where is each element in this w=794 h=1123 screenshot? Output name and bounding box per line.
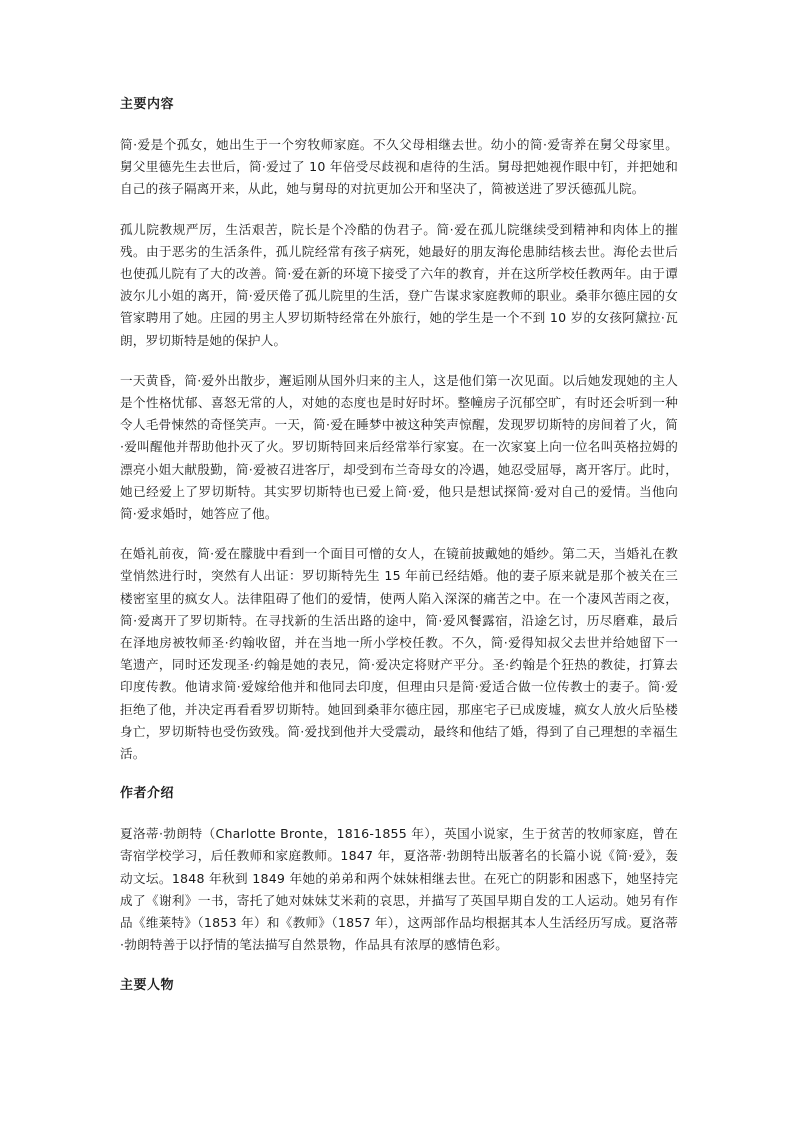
summary-paragraph-1: 简·爱是个孤女，她出生于一个穷牧师家庭。不久父母相继去世。幼小的简·爱寄养在舅父母家里。舅父里德先生去世后，简·爱过了 10 年倍受尽歧视和虐待的生活。舅母把她视作眼中钉，并把她和自己的孩子隔离开来，从此，她与舅母的对抗更加公开和坚决了，简被送进了罗沃德孤儿院。 bbox=[120, 137, 678, 197]
section-heading-author: 作者介绍 bbox=[120, 786, 175, 802]
section-heading-characters: 主要人物 bbox=[120, 977, 175, 993]
summary-paragraph-3: 一天黄昏，简·爱外出散步，邂逅刚从国外归来的主人，这是他们第一次见面。以后她发现她的主人是个性格忧郁、喜怒无常的人，对她的态度也是时好时坏。整幢房子沉郁空旷，有时还会听到一种令人毛骨悚然的奇怪笑声。一天，简·爱在睡梦中被这种笑声惊醒，发现罗切斯特的房间着了火，简·爱叫醒他并帮助他扑灭了火。罗切斯特回来后经常举行家宴。在一次家宴上向一位名叫英格拉姆的漂亮小姐大献殷勤，简·爱被召进客厅，却受到布兰奇母女的冷遇，她忍受屈辱，离开客厅。此时，她已经爱上了罗切斯特。其实罗切斯特也已爱上简·爱，他只是想试探简·爱对自己的爱情。当他向简·爱求婚时，她答应了他。 bbox=[120, 372, 678, 522]
author-paragraph-1: 夏洛蒂·勃朗特（Charlotte Bronte，1816-1855 年），英国小说家，生于贫苦的牧师家庭，曾在寄宿学校学习，后任教师和家庭教师。1847 年，夏洛蒂·勃朗特出版著名的长篇小说《简·爱》，轰动文坛。1848 年秋到 1849 年她的弟弟和两个妹妹相继去世。在死亡的阴影和困惑下，她坚持完成了《谢利》一书，寄托了她对妹妹艾米莉的哀思，并描写了英国早期自发的工人运动。她另有作品《维莱特》（1853 年）和《教师》（1857 年），这两部作品均根据其本人生活经历写成。夏洛蒂·勃朗特善于以抒情的笔法描写自然景物，作品具有浓厚的感情色彩。 bbox=[120, 826, 678, 953]
summary-paragraph-2: 孤儿院教规严厉，生活艰苦，院长是个冷酷的伪君子。简·爱在孤儿院继续受到精神和肉体上的摧残。由于恶劣的生活条件，孤儿院经常有孩子病死，她最好的朋友海伦患肺结核去世。海伦去世后也使孤儿院有了大的改善。简·爱在新的环境下接受了六年的教育，并在这所学校任教两年。由于谭波尔儿小姐的离开，简·爱厌倦了孤儿院里的生活，登广告谋求家庭教师的职业。桑菲尔德庄园的女管家聘用了她。庄园的男主人罗切斯特经常在外旅行，她的学生是一个不到 10 岁的女孩阿黛拉·瓦朗，罗切斯特是她的保护人。 bbox=[120, 221, 678, 348]
section-heading-summary: 主要内容 bbox=[120, 97, 175, 112]
summary-paragraph-4: 在婚礼前夜，简·爱在朦胧中看到一个面目可憎的女人，在镜前披戴她的婚纱。第二天，当婚礼在教堂悄然进行时，突然有人出证：罗切斯特先生 15 年前已经结婚。他的妻子原来就是那个被关在三楼密室里的疯女人。法律阻碍了他们的爱情，使两人陷入深深的痛苦之中。在一个凄风苦雨之夜，简·爱离开了罗切斯特。在寻找新的生活出路的途中，简·爱风餐露宿，沿途乞讨，历尽磨难，最后在泽地房被牧师圣·约翰收留，并在当地一所小学校任教。不久，简·爱得知叔父去世并给她留下一笔遗产，同时还发现圣·约翰是她的表兄，简·爱决定将财产平分。圣·约翰是个狂热的教徒，打算去印度传教。他请求简·爱嫁给他并和他同去印度，但理由只是简·爱适合做一位传教士的妻子。简·爱拒绝了他，并决定再看看罗切斯特。她回到桑菲尔德庄园，那座宅子已成废墟，疯女人放火后坠楼身亡，罗切斯特也受伤致残。简·爱找到他并大受震动，最终和他结了婚，得到了自己理想的幸福生活。 bbox=[120, 546, 678, 762]
document-page bbox=[120, 94, 678, 1015]
